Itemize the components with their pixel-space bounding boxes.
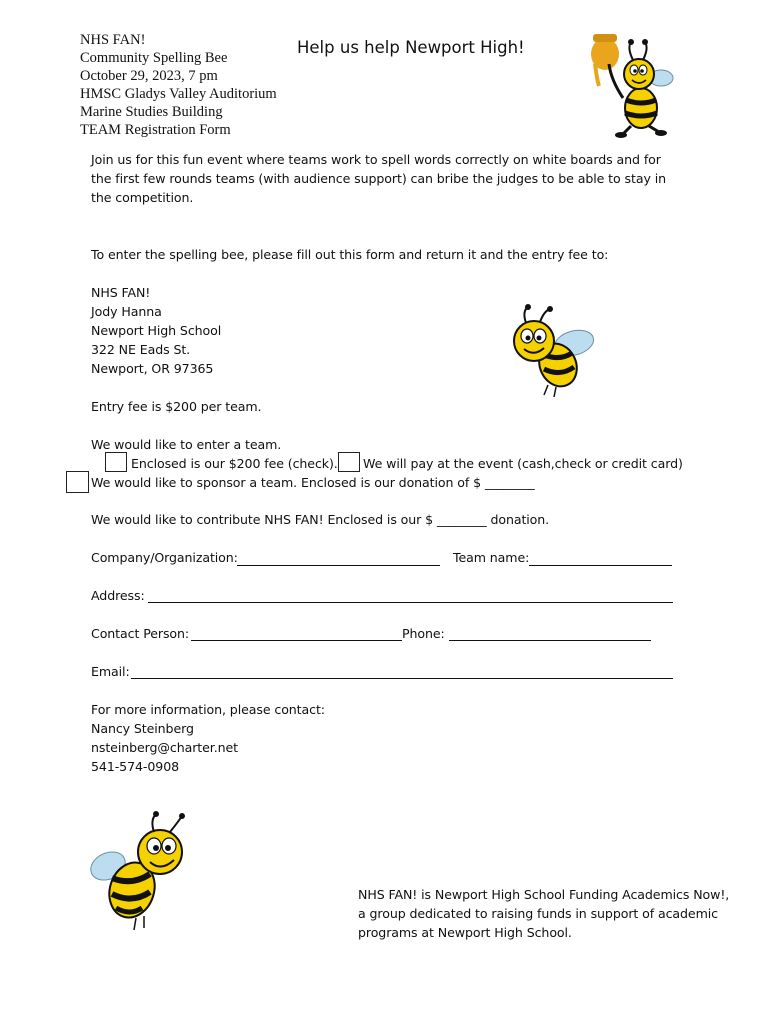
phone-label: Phone: bbox=[402, 626, 445, 641]
address-line: NHS FAN! bbox=[91, 285, 151, 300]
contact-email[interactable]: nsteinberg@charter.net bbox=[91, 740, 238, 755]
enter-team-text: We would like to enter a team. bbox=[91, 437, 282, 452]
contact-phone: 541-574-0908 bbox=[91, 759, 180, 774]
footer-line: NHS FAN! is Newport High School Funding Academics Now!, bbox=[358, 887, 730, 902]
pay-at-event-checkbox[interactable] bbox=[338, 452, 360, 472]
header-line: Community Spelling Bee bbox=[80, 50, 228, 66]
phone-field[interactable] bbox=[449, 640, 651, 641]
pay-at-event-label: We will pay at the event (cash,check or credit card) bbox=[363, 456, 683, 471]
fee-enclosed-checkbox[interactable] bbox=[105, 452, 127, 472]
flying-bee-icon bbox=[500, 303, 600, 398]
contact-person-field[interactable] bbox=[191, 640, 402, 641]
sponsor-label: We would like to sponsor a team. Enclosed is our donation of $ ________ bbox=[91, 475, 535, 490]
contribute-text: We would like to contribute NHS FAN! Enclosed is our $ ________ donation. bbox=[91, 512, 550, 527]
email-field[interactable] bbox=[131, 678, 673, 679]
address-field[interactable] bbox=[148, 602, 673, 603]
waving-bee-icon bbox=[88, 808, 200, 933]
instructions: To enter the spelling bee, please fill out this form and return it and the entry fee to: bbox=[91, 247, 609, 262]
footer-line: a group dedicated to raising funds in support of academic bbox=[358, 906, 718, 921]
footer-note bbox=[358, 885, 729, 942]
header-line: October 29, 2023, 7 pm bbox=[80, 68, 218, 84]
contact-line: For more information, please contact: bbox=[91, 702, 325, 717]
contact-person-label: Contact Person: bbox=[91, 626, 190, 641]
address-line: 322 NE Eads St. bbox=[91, 342, 191, 357]
contact-line: Nancy Steinberg bbox=[91, 721, 194, 736]
header-line: TEAM Registration Form bbox=[80, 122, 231, 138]
company-label: Company/Organization: bbox=[91, 550, 238, 565]
tagline: Help us help Newport High! bbox=[297, 38, 525, 57]
intro-line: the first few rounds teams (with audience support) can bribe the judges to be able to stay in bbox=[91, 171, 666, 186]
header-line: NHS FAN! bbox=[80, 32, 146, 48]
entry-fee: Entry fee is $200 per team. bbox=[91, 399, 262, 414]
intro-line: Join us for this fun event where teams work to spell words correctly on white boards and for bbox=[91, 152, 661, 167]
address-line: Jody Hanna bbox=[91, 304, 162, 319]
mailing-address bbox=[91, 283, 221, 378]
header-line: HMSC Gladys Valley Auditorium bbox=[80, 86, 277, 102]
team-name-label: Team name: bbox=[453, 550, 530, 565]
contact-info bbox=[91, 700, 325, 776]
company-field[interactable] bbox=[237, 565, 440, 566]
address-line: Newport High School bbox=[91, 323, 222, 338]
email-label: Email: bbox=[91, 664, 130, 679]
header-block bbox=[80, 31, 277, 139]
fee-enclosed-label: Enclosed is our $200 fee (check). bbox=[131, 456, 338, 471]
intro-paragraph bbox=[91, 150, 666, 207]
honey-bee-icon bbox=[583, 20, 679, 140]
address-line: Newport, OR 97365 bbox=[91, 361, 214, 376]
sponsor-checkbox[interactable] bbox=[66, 471, 89, 493]
address-label: Address: bbox=[91, 588, 145, 603]
intro-line: the competition. bbox=[91, 190, 194, 205]
header-line: Marine Studies Building bbox=[80, 104, 223, 120]
footer-line: programs at Newport High School. bbox=[358, 925, 572, 940]
team-name-field[interactable] bbox=[529, 565, 672, 566]
